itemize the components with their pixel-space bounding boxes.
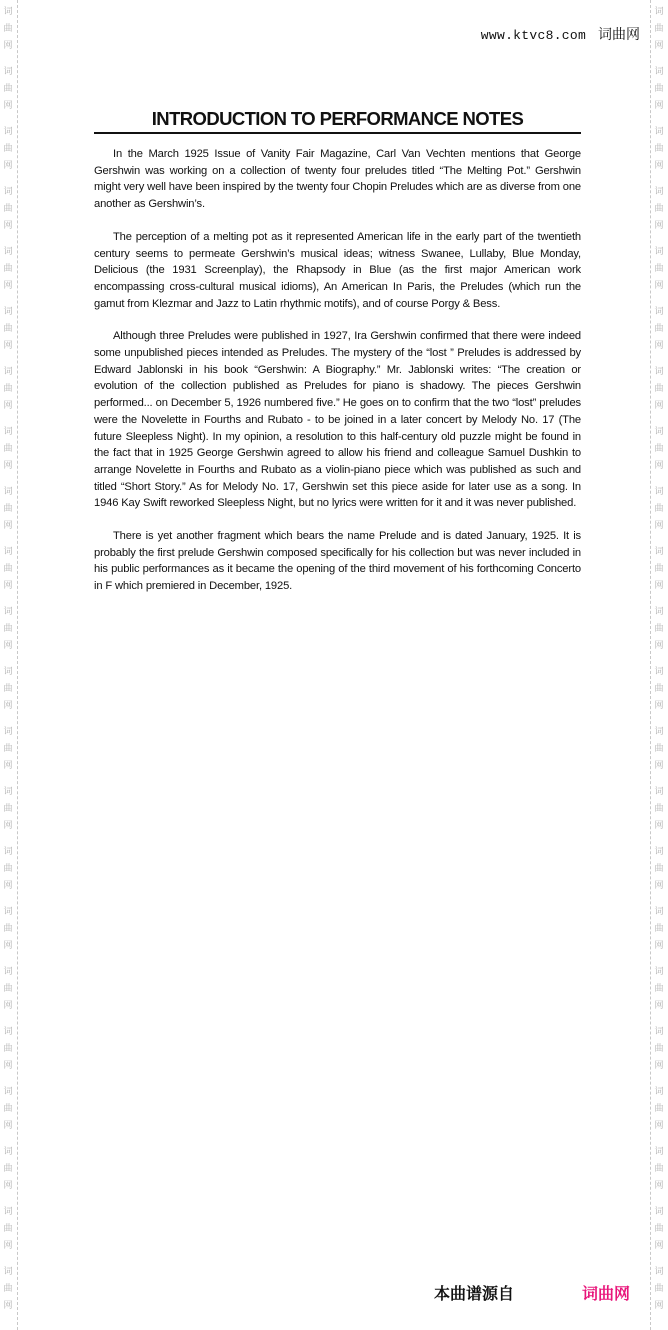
watermark-glyph-group <box>652 664 666 715</box>
watermark-glyph: 网 <box>654 461 664 471</box>
watermark-glyph: 词 <box>3 1267 13 1277</box>
watermark-glyph: 网 <box>3 221 13 231</box>
watermark-glyph-group <box>1 1264 15 1315</box>
watermark-glyph-group <box>1 544 15 595</box>
watermark-glyph: 曲 <box>3 384 13 394</box>
watermark-glyph: 网 <box>3 701 13 711</box>
watermark-glyph: 网 <box>654 581 664 591</box>
watermark-glyph: 词 <box>654 1027 664 1037</box>
watermark-glyph: 曲 <box>654 1164 664 1174</box>
watermark-glyph-group <box>1 364 15 415</box>
watermark-glyph: 曲 <box>654 444 664 454</box>
watermark-glyph: 曲 <box>654 264 664 274</box>
watermark-glyph: 词 <box>3 67 13 77</box>
watermark-glyph: 词 <box>3 607 13 617</box>
watermark-glyph: 词 <box>3 1147 13 1157</box>
watermark-glyph: 曲 <box>3 24 13 34</box>
watermark-glyph: 曲 <box>654 1104 664 1114</box>
watermark-glyph-group <box>652 424 666 475</box>
watermark-glyph-group <box>1 784 15 835</box>
watermark-glyph: 词 <box>3 847 13 857</box>
watermark-glyph-group <box>652 904 666 955</box>
watermark-glyph-group <box>652 124 666 175</box>
watermark-strip-right <box>648 0 668 1330</box>
watermark-glyph-group <box>652 784 666 835</box>
watermark-glyph: 网 <box>654 101 664 111</box>
watermark-dashed-line <box>17 0 18 1330</box>
watermark-glyph: 曲 <box>3 924 13 934</box>
watermark-glyph: 曲 <box>3 564 13 574</box>
watermark-glyph: 词 <box>654 787 664 797</box>
watermark-glyph: 网 <box>654 881 664 891</box>
watermark-glyph: 词 <box>3 127 13 137</box>
watermark-glyph: 网 <box>3 1181 13 1191</box>
watermark-glyph: 曲 <box>654 144 664 154</box>
watermark-glyph-group <box>1 1204 15 1255</box>
watermark-glyph: 网 <box>654 1121 664 1131</box>
watermark-glyph: 网 <box>3 161 13 171</box>
watermark-glyph: 曲 <box>654 24 664 34</box>
watermark-glyph-group <box>652 484 666 535</box>
watermark-glyph: 网 <box>3 881 13 891</box>
watermark-glyph: 曲 <box>3 504 13 514</box>
footer-brand-link[interactable]: 词曲网 <box>582 1284 631 1303</box>
watermark-glyph-group <box>1 604 15 655</box>
watermark-glyph: 词 <box>654 1207 664 1217</box>
watermark-glyph: 网 <box>3 41 13 51</box>
watermark-glyph-group <box>652 1204 666 1255</box>
watermark-glyph: 网 <box>654 821 664 831</box>
watermark-glyph: 曲 <box>3 1224 13 1234</box>
watermark-glyph-group <box>1 724 15 775</box>
watermark-glyph: 词 <box>3 1027 13 1037</box>
watermark-glyph: 网 <box>654 941 664 951</box>
watermark-glyph: 词 <box>3 1087 13 1097</box>
watermark-glyph: 曲 <box>654 984 664 994</box>
watermark-strip-left <box>0 0 20 1330</box>
watermark-glyph: 词 <box>654 307 664 317</box>
watermark-glyph: 词 <box>3 727 13 737</box>
watermark-glyph: 曲 <box>3 864 13 874</box>
watermark-glyph: 网 <box>654 401 664 411</box>
watermark-glyph-group <box>1 64 15 115</box>
watermark-glyph: 词 <box>3 307 13 317</box>
watermark-glyph: 网 <box>654 161 664 171</box>
watermark-glyph: 曲 <box>654 84 664 94</box>
watermark-glyph: 词 <box>3 907 13 917</box>
watermark-glyph: 网 <box>3 1001 13 1011</box>
watermark-glyph: 网 <box>3 1241 13 1251</box>
watermark-glyph: 网 <box>654 701 664 711</box>
paragraph: There is yet another fragment which bears the name Prelude and is dated January, 1925. It is probably the first prelude Gershwin composed specifically for his collection but was never included in his public performances as it became the opening of the third movement of his forthcoming Concerto in F which premiered in December, 1925. <box>94 530 581 593</box>
watermark-glyph: 网 <box>3 521 13 531</box>
watermark-glyph: 网 <box>3 641 13 651</box>
watermark-glyph: 网 <box>654 281 664 291</box>
watermark-glyph: 词 <box>654 487 664 497</box>
site-url[interactable]: www.ktvc8.com <box>480 28 587 43</box>
watermark-glyph: 曲 <box>3 624 13 634</box>
watermark-glyph: 词 <box>654 7 664 17</box>
watermark-glyph: 曲 <box>654 1044 664 1054</box>
watermark-glyph-group <box>652 1264 666 1315</box>
watermark-glyph: 曲 <box>3 744 13 754</box>
paragraph: In the March 1925 Issue of Vanity Fair Magazine, Carl Van Vechten mentions that George Gershwin was working on a collection of twenty four preludes titled “The Melting Pot.” Gershwin might very well have been inspired by the twenty four Chopin Preludes which are as diverse from one another as Gershwin’s. <box>94 148 581 211</box>
performance-notes-body <box>94 146 581 611</box>
watermark-glyph: 网 <box>3 461 13 471</box>
watermark-glyph: 网 <box>3 821 13 831</box>
watermark-glyph: 词 <box>654 127 664 137</box>
watermark-glyph: 曲 <box>3 144 13 154</box>
watermark-glyph-group <box>652 364 666 415</box>
watermark-glyph: 曲 <box>654 864 664 874</box>
watermark-glyph: 网 <box>3 1061 13 1071</box>
paragraph: Although three Preludes were published in 1927, Ira Gershwin confirmed that there were indeed some unpublished pieces intended as Preludes. The mystery of the “lost ” Preludes is addressed by Edward Jablonski in his book “Gershwin: A Biography.” Mr. Jablonski writes: “The creation or evolution of the collection published as Preludes for piano is shadowy. The pieces Gershwin performed... on December 5, 1926 numbered five.” He goes on to confirm that the two “lost” preludes were the Novelette in Fourths and Rubato - to be joined in a later concert by Melody No. 17 (The future Sleepless Night). In my opinion, a resolution to this half-century old puzzle might be found in the fact that in 1925 George Gershwin agreed to allow his friend and colleague Samuel Dushkin to arrange Novelette in Fourths and Rubato as a violin-piano piece which was published as such and titled “Short Story.” As for Melody No. 17, Gershwin set this piece aside for later use as a song. In 1946 Kay Swift reworked Sleepless Night, but no lyrics were written for it and it was never published. <box>94 330 581 510</box>
watermark-glyph: 曲 <box>654 744 664 754</box>
watermark-glyph: 曲 <box>3 1284 13 1294</box>
watermark-glyph: 词 <box>654 847 664 857</box>
watermark-glyph: 曲 <box>654 324 664 334</box>
watermark-glyph: 曲 <box>3 984 13 994</box>
watermark-glyph: 曲 <box>3 1104 13 1114</box>
watermark-glyph: 网 <box>654 641 664 651</box>
watermark-glyph: 词 <box>654 907 664 917</box>
watermark-glyph: 曲 <box>3 804 13 814</box>
watermark-glyph-group <box>652 544 666 595</box>
watermark-glyph: 网 <box>654 1241 664 1251</box>
watermark-dashed-line <box>650 0 651 1330</box>
watermark-glyph: 词 <box>3 247 13 257</box>
watermark-glyph: 词 <box>3 667 13 677</box>
watermark-glyph: 词 <box>3 367 13 377</box>
watermark-glyph-group <box>652 4 666 55</box>
watermark-glyph: 曲 <box>654 924 664 934</box>
watermark-glyph: 曲 <box>3 84 13 94</box>
watermark-glyph-group <box>652 1084 666 1135</box>
watermark-glyph: 网 <box>3 581 13 591</box>
watermark-glyph: 词 <box>654 427 664 437</box>
watermark-glyph: 词 <box>3 787 13 797</box>
watermark-glyph: 曲 <box>3 684 13 694</box>
watermark-glyph: 网 <box>3 1121 13 1131</box>
watermark-glyph: 网 <box>3 941 13 951</box>
watermark-glyph: 网 <box>3 1301 13 1311</box>
watermark-glyph: 词 <box>654 667 664 677</box>
watermark-glyph: 词 <box>3 7 13 17</box>
watermark-glyph: 曲 <box>3 264 13 274</box>
watermark-glyph-group <box>1 244 15 295</box>
site-header <box>481 24 640 44</box>
watermark-glyph: 曲 <box>654 564 664 574</box>
watermark-glyph-group <box>1 184 15 235</box>
watermark-glyph: 词 <box>654 1147 664 1157</box>
site-name: 词曲网 <box>598 27 640 43</box>
watermark-glyph-group <box>652 184 666 235</box>
watermark-glyph-group <box>1 1084 15 1135</box>
watermark-glyph: 词 <box>3 967 13 977</box>
watermark-glyph-group <box>652 1144 666 1195</box>
watermark-glyph: 曲 <box>3 204 13 214</box>
watermark-glyph: 词 <box>654 247 664 257</box>
watermark-glyph: 曲 <box>3 444 13 454</box>
watermark-glyph-group <box>1 4 15 55</box>
watermark-glyph-group <box>1 484 15 535</box>
watermark-glyph-group <box>652 844 666 895</box>
watermark-glyph-group <box>652 244 666 295</box>
watermark-glyph: 词 <box>654 67 664 77</box>
watermark-glyph-group <box>652 724 666 775</box>
watermark-glyph: 词 <box>654 1267 664 1277</box>
watermark-glyph-group <box>652 964 666 1015</box>
watermark-glyph: 词 <box>3 427 13 437</box>
watermark-glyph-group <box>1 424 15 475</box>
watermark-glyph: 词 <box>654 967 664 977</box>
watermark-glyph: 网 <box>654 1061 664 1071</box>
watermark-glyph: 词 <box>3 487 13 497</box>
footer-source-label: 本曲谱源自 <box>434 1284 515 1303</box>
watermark-glyph: 曲 <box>654 624 664 634</box>
watermark-glyph-group <box>652 64 666 115</box>
watermark-glyph: 曲 <box>3 324 13 334</box>
watermark-glyph: 网 <box>3 341 13 351</box>
watermark-glyph: 网 <box>654 761 664 771</box>
watermark-glyph: 词 <box>654 547 664 557</box>
watermark-glyph: 曲 <box>654 384 664 394</box>
watermark-glyph-group <box>1 964 15 1015</box>
watermark-glyph-group <box>652 604 666 655</box>
watermark-glyph: 词 <box>3 187 13 197</box>
watermark-glyph: 词 <box>654 727 664 737</box>
watermark-glyph-group <box>1 304 15 355</box>
watermark-glyph-group <box>1 1144 15 1195</box>
watermark-glyph: 词 <box>654 1087 664 1097</box>
watermark-glyph: 网 <box>3 401 13 411</box>
watermark-glyph: 曲 <box>3 1164 13 1174</box>
watermark-glyph: 网 <box>654 1001 664 1011</box>
watermark-glyph: 网 <box>654 41 664 51</box>
watermark-glyph: 曲 <box>654 504 664 514</box>
watermark-glyph-group <box>652 1024 666 1075</box>
watermark-glyph: 曲 <box>654 1284 664 1294</box>
watermark-glyph-group <box>1 904 15 955</box>
watermark-glyph: 网 <box>654 1181 664 1191</box>
watermark-glyph: 曲 <box>654 684 664 694</box>
watermark-glyph: 词 <box>654 367 664 377</box>
watermark-glyph: 网 <box>3 101 13 111</box>
watermark-glyph-group <box>1 844 15 895</box>
watermark-glyph: 曲 <box>654 1224 664 1234</box>
watermark-glyph-group <box>1 664 15 715</box>
watermark-glyph: 曲 <box>3 1044 13 1054</box>
paragraph: The perception of a melting pot as it represented American life in the early part of the twentieth century seems to permeate Gershwin’s musical ideas; witness Swanee, Lullaby, Blue Monday, Delicious (the 1931 Screenplay), the Rhapsody in Blue (as the first major American work encompassing cross-cultural musical idioms), An American In Paris, the Preludes (which run the gamut from Klezmar and Jazz to Latin rhythmic motifs), and of course Porgy & Bess. <box>94 230 581 310</box>
watermark-glyph: 词 <box>3 1207 13 1217</box>
page-title: INTRODUCTION TO PERFORMANCE NOTES <box>94 108 581 134</box>
watermark-glyph-group <box>1 1024 15 1075</box>
watermark-glyph: 词 <box>654 187 664 197</box>
watermark-glyph: 网 <box>654 521 664 531</box>
watermark-glyph: 曲 <box>654 804 664 814</box>
watermark-glyph: 网 <box>3 761 13 771</box>
watermark-glyph: 网 <box>654 221 664 231</box>
watermark-glyph: 词 <box>654 607 664 617</box>
watermark-glyph: 网 <box>3 281 13 291</box>
watermark-glyph: 网 <box>654 1301 664 1311</box>
watermark-glyph: 词 <box>3 547 13 557</box>
watermark-glyph-group <box>1 124 15 175</box>
watermark-glyph: 曲 <box>654 204 664 214</box>
watermark-glyph-group <box>652 304 666 355</box>
watermark-glyph: 网 <box>654 341 664 351</box>
